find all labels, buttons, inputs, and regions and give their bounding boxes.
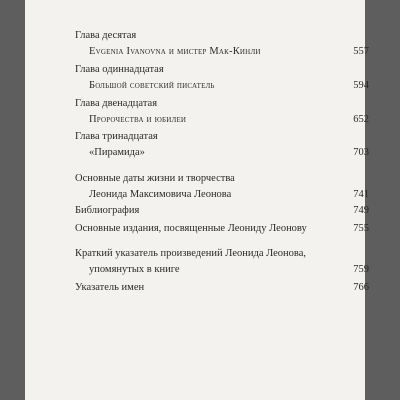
toc-entry-title-continued bbox=[75, 187, 369, 203]
toc-entry-title: Краткий указатель произведений Леонида Леонова, bbox=[75, 248, 307, 259]
toc-entry bbox=[75, 221, 369, 237]
toc-chapter-title-line bbox=[75, 78, 369, 94]
toc-entry-line bbox=[75, 221, 369, 237]
toc-page-number: 557 bbox=[353, 46, 369, 57]
toc-entry-subtitle: Леонида Максимовича Леонова bbox=[89, 189, 232, 200]
toc-entry bbox=[75, 62, 369, 94]
toc-entry bbox=[75, 96, 369, 128]
toc-page-number: 755 bbox=[353, 223, 369, 234]
toc-chapter-title: Пророчества и юбилеи bbox=[89, 114, 187, 125]
toc-chapter-title: «Пирамида» bbox=[89, 147, 145, 158]
toc-chapter-heading: Глава двенадцатая bbox=[75, 98, 158, 109]
toc-entry-title: Указатель имен bbox=[75, 282, 145, 293]
toc-entry-title: Основные издания, посвященные Леониду Леонову bbox=[75, 223, 307, 234]
toc-entry bbox=[75, 171, 369, 203]
toc-chapter-heading: Глава десятая bbox=[75, 30, 137, 41]
toc-page-number: 741 bbox=[353, 189, 369, 200]
toc-page-number: 652 bbox=[353, 114, 369, 125]
toc-chapter-title-line bbox=[75, 112, 369, 128]
toc-entry bbox=[75, 28, 369, 60]
toc-page-number: 703 bbox=[353, 147, 369, 158]
toc-entry-line bbox=[75, 280, 369, 296]
toc-page-number: 749 bbox=[353, 205, 369, 216]
toc-entry-title: Библиография bbox=[75, 205, 140, 216]
toc-page-number: 759 bbox=[353, 264, 369, 275]
toc-chapter-title-line bbox=[75, 145, 369, 161]
toc-entry bbox=[75, 246, 369, 278]
toc-chapter-title: Evgenia Ivanovna и мистер Мак-Кинли bbox=[89, 46, 261, 57]
toc-page-number: 594 bbox=[353, 80, 369, 91]
toc-entry bbox=[75, 129, 369, 161]
toc-entry-line bbox=[75, 203, 369, 219]
toc-chapter-title: Большой советский писатель bbox=[89, 80, 215, 91]
toc-entry bbox=[75, 203, 369, 219]
toc-chapter-heading: Глава тринадцатая bbox=[75, 131, 158, 142]
toc-chapter-title-line bbox=[75, 44, 369, 60]
toc-entry bbox=[75, 280, 369, 296]
toc-chapter-heading: Глава одиннадцатая bbox=[75, 64, 164, 75]
toc-entry-subtitle: упомянутых в книге bbox=[89, 264, 180, 275]
book-page bbox=[25, 0, 369, 400]
toc-entry-title-continued bbox=[75, 262, 369, 278]
toc-page-number: 766 bbox=[353, 282, 369, 293]
toc-entry-title: Основные даты жизни и творчества bbox=[75, 173, 235, 184]
